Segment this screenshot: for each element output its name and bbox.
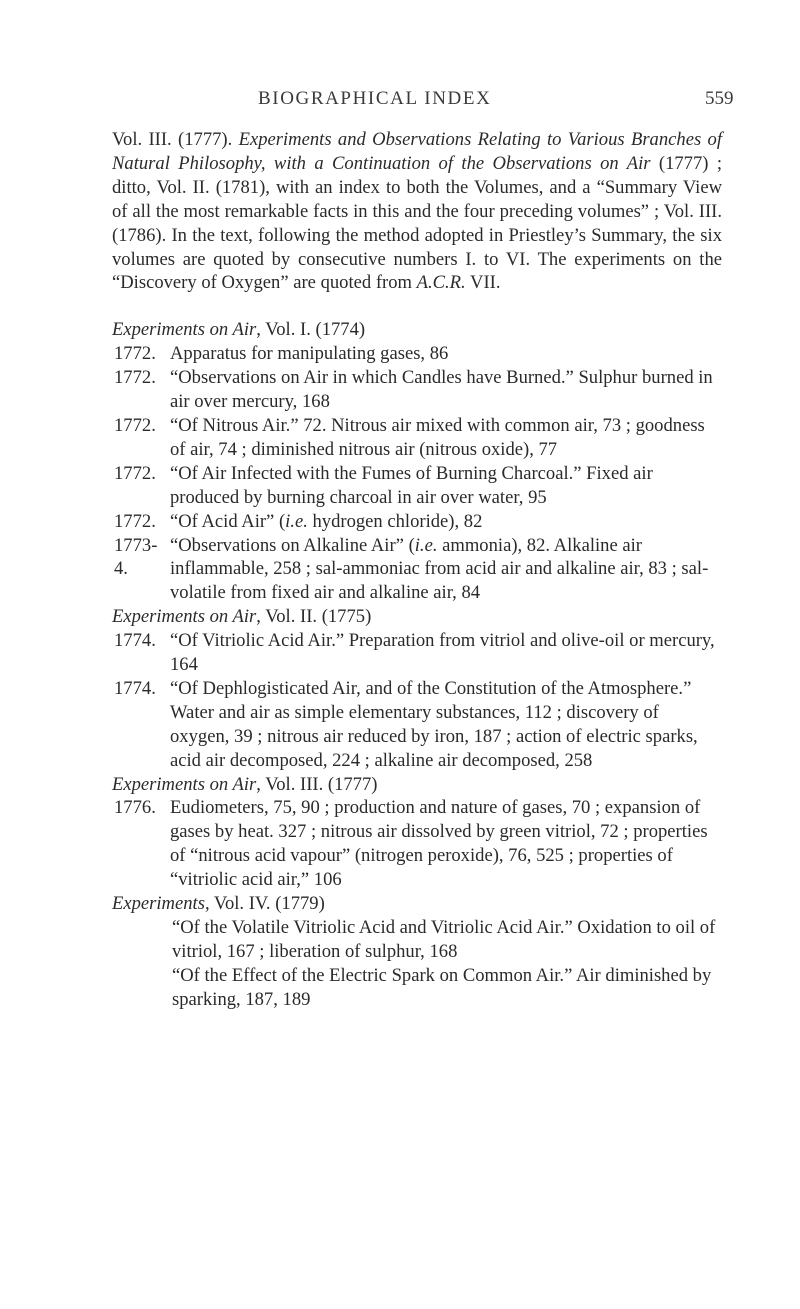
list-item [112, 677, 722, 773]
section-title-rest: , Vol. III. (1777) [256, 773, 378, 795]
entry-text: “Of the Volatile Vitriolic Acid and Vitriolic Acid Air.” Oxidation to oil of vitriol, 167 ; liberation of sulphur, 168 [172, 917, 716, 962]
running-header [0, 88, 800, 118]
list-item [112, 342, 722, 366]
entry-year [112, 964, 172, 1012]
entry-year: 1772. [114, 462, 156, 484]
intro-description: (1777) ; ditto, Vol. II. (1781), with an index to both the Volumes, and a “Summary View of all the most remarkable facts in this and the four preceding volumes” ; Vol. III. (1786). In the text, following the method adopted in Priestley’s Summary, the six volumes are quoted by consecutive numbers I. to VI. The experiments on the “Discovery of Oxygen” are quoted from [112, 152, 722, 294]
entry-text: “Of the Effect of the Electric Spark on Common Air.” Air diminished by sparking, 187, 189 [172, 964, 712, 1010]
entry-text: “Of Dephlogisticated Air, and of the Constitution of the Atmosphere.” Water and air as simple elementary substances, 112 ; discovery of oxygen, 39 ; nitrous air reduced by iron, 187 ; action of electric sparks, acid air decomposed, 224 ; alkaline air decomposed, 258 [170, 677, 698, 771]
list-item [112, 796, 722, 892]
page-number: 559 [705, 88, 734, 109]
section-vol-1 [112, 318, 722, 605]
entry-year: 1774. [114, 630, 156, 652]
entry-year: 1772. [114, 343, 156, 365]
section-title-italic: Experiments on Air [112, 606, 257, 628]
entry-text: “Of Nitrous Air.” 72. Nitrous air mixed with common air, 73 ; goodness of air, 74 ; diminished nitrous air (nitrous oxide), 77 [170, 414, 705, 460]
section-vol-4 [112, 892, 722, 1012]
entry-text [170, 510, 722, 534]
entry-text-part: “Observations on Alkaline Air” ( [170, 534, 415, 556]
list-item [112, 629, 722, 677]
entry-text: “Observations on Air in which Candles have Burned.” Sulphur burned in air over mercury, 168 [170, 367, 713, 413]
intro-reference-tail: VII. [465, 272, 501, 294]
entry-text: Eudiometers, 75, 90 ; production and nature of gases, 70 ; expansion of gases by heat. 327 ; nitrous air dissolved by green vitriol, 72 ; properties of “nitrous acid vapour” (nitrogen peroxide), 76, 525 ; properties of “vitriolic acid air,” 106 [170, 797, 708, 891]
entry-text-part: hydrogen chloride), 82 [307, 510, 483, 532]
entry-text-part: ammonia), 82. Alkaline air inflammable, 258 ; sal-ammoniac from acid air and alkaline air, 83 ; sal-volatile from fixed air and alkaline air, 84 [170, 534, 709, 604]
running-title: BIOGRAPHICAL INDEX [258, 88, 492, 109]
intro-volume: Vol. III. (1777). [112, 129, 233, 150]
section-title-italic: Experiments on Air [112, 773, 257, 795]
intro-paragraph [112, 128, 722, 295]
entry-text [170, 534, 722, 606]
section-title [112, 318, 722, 342]
body-text [112, 128, 722, 1012]
section-title-italic: Experiments [112, 893, 205, 915]
list-item [112, 510, 722, 534]
entry-year: 1773-4. [114, 534, 158, 580]
intro-book-title: Experiments and Observations Relating to Various Branches of Natural Philosophy, with a Continuation of the Observations on Air [112, 129, 722, 174]
entry-text: “Of Air Infected with the Fumes of Burning Charcoal.” Fixed air produced by burning charcoal in air over water, 95 [170, 462, 653, 508]
list-item [112, 916, 722, 964]
entry-text: Apparatus for manipulating gases, 86 [170, 343, 449, 365]
list-item [112, 964, 722, 1012]
list-item [112, 366, 722, 414]
entry-year [112, 916, 172, 964]
entry-year: 1776. [114, 797, 156, 819]
section-vol-2 [112, 605, 722, 772]
list-item [112, 414, 722, 462]
section-title-rest: , Vol. IV. (1779) [204, 893, 325, 915]
section-title-rest: , Vol. II. (1775) [256, 606, 372, 628]
intro-reference: A.C.R. [416, 272, 466, 294]
entry-year: 1772. [114, 367, 156, 389]
section-title [112, 605, 722, 629]
entry-year: 1772. [114, 414, 156, 436]
section-title-rest: , Vol. I. (1774) [256, 319, 366, 341]
section-title [112, 892, 722, 916]
section-vol-3 [112, 773, 722, 893]
list-item [112, 462, 722, 510]
list-item [112, 534, 722, 606]
entry-text-part: “Of Acid Air” ( [170, 510, 286, 532]
entry-year: 1772. [114, 510, 156, 532]
section-title-italic: Experiments on Air [112, 319, 257, 341]
entry-year: 1774. [114, 677, 156, 699]
entry-text-italic: i.e. [414, 534, 438, 556]
entry-text-italic: i.e. [285, 510, 308, 532]
section-title [112, 773, 722, 797]
entry-text: “Of Vitriolic Acid Air.” Preparation from vitriol and olive-oil or mercury, 164 [170, 630, 715, 676]
